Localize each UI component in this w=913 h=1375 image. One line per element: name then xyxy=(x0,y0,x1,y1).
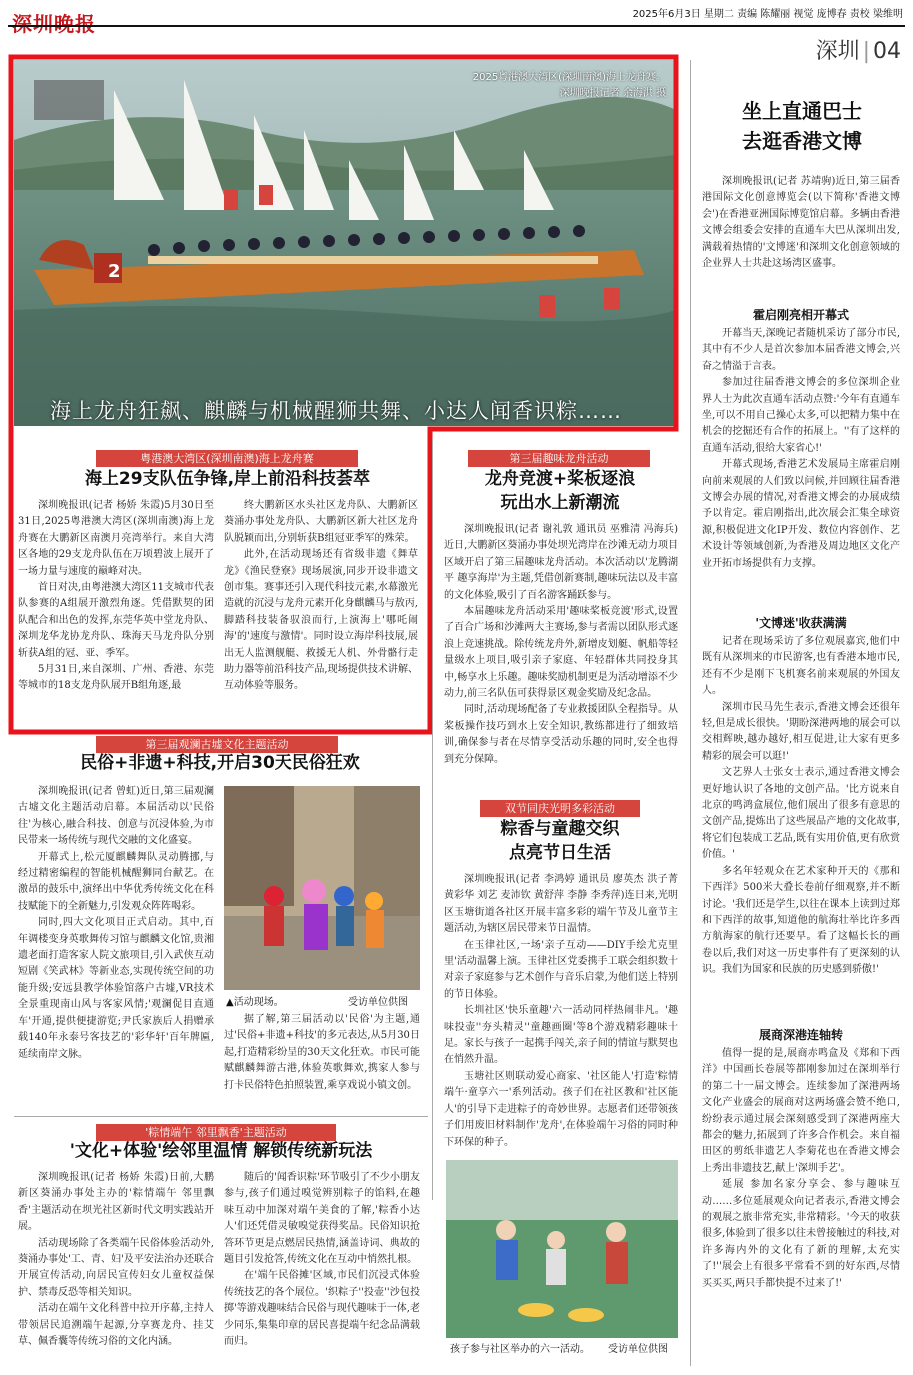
article3-photo-caption: ▲活动现场。 xyxy=(226,997,284,1008)
photo-caption-title: 2025粤港澳大湾区(深圳南澳)海上龙舟赛。 xyxy=(472,72,666,83)
article5-photo xyxy=(446,1160,678,1338)
sidebar-subhead-3: 展商深港连轴转 xyxy=(758,1028,843,1042)
article2-kicker: 第三届趣味龙舟活动 xyxy=(468,450,650,467)
lead-subheadline: 海上龙舟狂飙、麒麟与机械醒狮共舞、小达人闻香识粽…… xyxy=(50,399,622,423)
article1-column-2 xyxy=(224,498,418,695)
sidebar-section-3 xyxy=(702,1046,900,1292)
paragraph: 开幕当天,深晚记者随机采访了部分市民,其中有不少人是首次参加本届香港文博会,兴奋之情溢于言表。 xyxy=(702,328,900,372)
paragraph: 首日对决,由粤港澳大湾区11支城市代表队参赛的A组展开激烈角逐。凭借默契的团队配合和出色的发挥,东莞华英中堂龙舟队、深圳龙华龙协龙舟队、珠海天马龙舟队分别斩获A组的冠、亚、季军。 xyxy=(18,582,214,659)
paragraph: 文艺界人士张女士表示,通过香港文博会更好地认识了各地的文创产品。'比方说来自北京的鸣鸿盒展位,他们展出了很多有意思的文创产品,提炼出了这些展品产地的文化故事,将它们包装成工艺品,既有实用价值,更有欣赏价值。' xyxy=(702,767,900,861)
article3-headline: 民俗+非遗+科技,开启30天民俗狂欢 xyxy=(80,753,360,773)
paragraph: 同时,活动现场配备了专业救援团队全程指导。从桨板操作技巧到水上安全知识,教练都进行了细致培训,确保参与者在尽情享受活动乐趣的同时,安全也得到充分保障。 xyxy=(444,704,678,765)
paragraph: 深圳晚报讯(记者 曾虹)近日,第三届观澜古墟文化主题活动启幕。本届活动以'民俗往'为核心,融合科技、创意与沉浸体验,为市民带来一场传统与现代交融的文化盛宴。 xyxy=(18,786,214,847)
sidebar-subhead-1: 霍启刚亮相开幕式 xyxy=(752,308,849,322)
paragraph: 本届趣味龙舟活动采用'趣味桨板竞渡'形式,设置了百合广场和沙滩两大主赛场,参与者需以团队形式逐浪上竞速挑战。除传统龙舟外,新增皮划艇、帆船等轻量级水上项目,吸引亲子家庭、年轻群体共同投身其中,畅享水上乐趣。趣味奖励机制更是为活动增添不少动力,前三名队伍可获得景区观金奖励及纪念品。 xyxy=(444,606,678,700)
article5-photo-caption: 孩子参与社区举办的六一活动。 xyxy=(450,1344,590,1355)
section-divider xyxy=(14,1116,428,1117)
article3-kicker: 第三届观澜古墟文化主题活动 xyxy=(96,736,338,753)
paragraph: 值得一提的是,展商赤鸣盒及《郑和下西洋》中国画长卷展等都刚参加过在深圳举行的第二十一届文博会。连续参加了深港两场文化产业盛会的展商对这两场盛会赞不绝口,纷纷表示通过展会深刻感受到了深港两座大都会的魅力,拓展到了许多合作机会。来自福田区的剪纸非遗艺人李菊花也在香港文博会上秀出非遗技艺,献上'深圳手艺'。 xyxy=(702,1048,900,1174)
article3-column-1 xyxy=(18,784,214,1063)
paragraph: 深圳晚报讯(记者 苏靖驹)近日,第三届香港国际文化创意博览会(以下简称'香港文博会')在香港亚洲国际博览馆启幕。多辆由香港文博会组委会安排的直通车大巴从深圳出发,满载着热情的'文博迷'和深圳文化创意领域的企业界人士共赴这场湾区盛事。 xyxy=(702,176,900,270)
article2-headline-line1: 龙舟竞渡+桨板逐浪 xyxy=(484,469,636,489)
paragraph: 深圳晚报讯(记者 李鸿婷 通讯员 廖英杰 洪子菁 黄彩华 刘艺 麦沛钦 黄舒萍 李静 李秀萍)连日来,光明区玉塘街道各社区开展丰富多彩的端午节及儿童节主题活动,为辖区居民带来节日温情。 xyxy=(444,874,678,935)
paragraph: 延展 参加名家分享会、参与趣味互动……多位延展观众向记者表示,香港文博会的观展之旅非常充实,非常精彩。'今天的收获很多,体验到了很多以往未曾接触过的科技,对许多海内外的文化有了新的理解,太充实了!''展会上有很多平常看不到的好东西,尽情买买买,两只手都快提不过来了!' xyxy=(702,1179,900,1289)
paragraph: 在'端午民俗摊'区域,市民们沉浸式体验传统技艺的各个展位。'织粽子''投壶''沙包投掷'等游戏趣味结合民俗与现代趣味于一体,老少同乐,集集印章的居民喜提端午纪念品满载而归。 xyxy=(224,1270,420,1348)
article4-column-2 xyxy=(224,1170,420,1350)
paragraph: 5月31日,来自深圳、广州、香港、东莞等城市的18支龙舟队展开B组角逐,最 xyxy=(18,664,214,692)
article5-photo-credit: 受访单位供图 xyxy=(608,1344,668,1355)
paragraph: 开幕式现场,香港艺术发展局主席霍启刚向前来观展的人们致以问候,并回顾往届香港文博会办展的情况,对香港文博会的办展成绩予以肯定。霍启刚指出,此次展会汇集全球资源,积极促进文化IP开发、数位内容创作、艺术设计等领域创新,为香港及周边地区文化产业开拓市场提供有力支撑。 xyxy=(702,459,900,569)
article1-headline: 海上29支队伍争锋,岸上前沿科技荟萃 xyxy=(84,469,371,489)
paragraph: 此外,在活动现场还有省级非遗《舞草龙》《渔民登寮》现场展演,同步开设非遗文创市集。赛事还引入现代科技元素,水幕激光造就的沉浸与龙舟元素开化身麒麟马与敖丙,脚踏科技装备驭浪而行,上演海上'哪吒闹海'的'速度与激情'。同时设立海岸科技展,展出无人监测舰艇、救援无人机、外骨骼行走助力器等前沿科技产品,现场提供技术讲解、互动体验等服务。 xyxy=(224,549,418,692)
paragraph: 记者在现场采访了多位观展嘉宾,他们中既有从深圳来的市民游客,也有香港本地市民,还有不少是刚下飞机赛名前来观展的外国友人。 xyxy=(702,636,900,697)
paragraph: 活动现场除了各类端午民俗体验活动外,葵涌办事处'工、青、妇'及平安法治办还联合开展宣传活动,向居民宣传妇女儿童权益保护、禁毒反恐等相关知识。 xyxy=(18,1237,214,1298)
paragraph: 玉塘社区则联动爱心商家、'社区能人'打造'粽情端午·童享六一'系列活动。孩子们在社区教和'社区能人'的引导下走进粽子的奇妙世界。志愿者们还带领孩子们用废旧材料制作'龙舟',在体验端午习俗的同时种下环保的种子。 xyxy=(444,1070,678,1148)
article1-kicker: 粤港澳大湾区(深圳南澳)海上龙舟赛 xyxy=(96,450,358,467)
festival-scene-illustration xyxy=(224,786,420,990)
paragraph: 参加过往届香港文博会的多位深圳企业界人士为此次直通车活动点赞:'今年有直通车坐,可以不用自己操心太多,可以把精力集中在机会的挖掘还有合作的拓展上。''有了这样的直通车活动,很给大家省心!' xyxy=(702,377,900,454)
masthead-rule xyxy=(8,25,905,27)
paragraph: 深圳市民马先生表示,香港文博会还很年轻,但是成长很快。'期盼深港两地的展会可以交相辉映,越办越好,相互促进,让大家有更多精彩的展会可以逛!' xyxy=(702,701,900,762)
paragraph: 同时,四大文化项目正式启动。其中,百年调楼变身英歌舞传习馆与麒麟文化馆,贵湘遗老面打造客家人院文旅项目,引入武侠互动短剧《笑武林》等新业态,实现传统空间的功能升级;安远县教学体验馆落户古墟,VR技术全景重现南山风与客家风情;'观澜促目直通车'开通,提供便捷游览;尹氏家族后人捐赠承载140年永泰号客技艺的'彩华轩'百年牌匾,延续南岸文脉。 xyxy=(18,917,214,1060)
section-separator: | xyxy=(862,39,870,64)
article3-photo-credit: 受访单位供图 xyxy=(348,997,408,1008)
paragraph: 深圳晚报讯(记者 杨娇 朱霞)日前,大鹏新区葵涌办事处主办的'粽情端午 邻里飘香'主题活动在坝光社区新时代文明实践站开展。 xyxy=(18,1172,214,1233)
paragraph: 终大鹏新区水头社区龙舟队、大鹏新区葵涌办事处龙舟队、大鹏新区新大社区龙舟队脱颖而出,分别斩获B组冠亚季军的殊荣。 xyxy=(224,500,418,544)
sidebar-section-2 xyxy=(702,634,900,979)
column-divider xyxy=(432,440,433,1200)
article4-headline: '文化+体验'绘邻里温情 解锁传统新玩法 xyxy=(69,1141,373,1161)
boat-number: 2 xyxy=(108,261,121,282)
article2-body xyxy=(444,522,678,768)
article1-column-1 xyxy=(18,498,214,695)
paragraph: 开幕式上,松元厦麒麟舞队灵动腾挪,与经过精密编程的智能机械醒狮同台献艺。在激昂的鼓乐中,演绎出中华优秀传统文化在科技赋能下的全新魅力,引发观众阵阵喝彩。 xyxy=(18,851,214,912)
article2-headline-line2: 玩出水上新潮流 xyxy=(500,493,620,513)
paragraph: 多名年轻观众在艺术家种开天的《那和下西洋》500米大叠长卷前仔细观察,并不断讨论。'我们还是学生,以往在课本上读到过郑和下西洋的故事,知道他的航海壮举比许多西方航海家的航行还要早。看了这幅长长的画卷以后,我们对这一历史事件有了更深刻的认识。我们为国家和民族的历史感到骄傲!' xyxy=(702,865,900,976)
article5-body xyxy=(444,872,678,1151)
sidebar-headline xyxy=(698,96,906,156)
article4-kicker: '粽情端午 邻里飘香'主题活动 xyxy=(96,1124,336,1141)
newspaper-logo: 深圳晚报 xyxy=(12,12,96,36)
paragraph: 随后的'闻香识粽'环节吸引了不少小朋友参与,孩子们通过嗅觉辨别粽子的馅料,在趣味互动中加深对端午美食的了解,'粽香小达人'们还凭借灵敏嗅觉获得奖品。民俗知识抢答环节更是点燃居民热情,涵盖诗词、典故的题目引发抢答,传统文化在互动中悄然扎根。 xyxy=(224,1172,420,1266)
sidebar-divider xyxy=(690,60,691,1366)
children-activity-illustration xyxy=(446,1160,678,1338)
section-label xyxy=(816,34,901,65)
article5-kicker: 双节同庆光明多彩活动 xyxy=(480,800,640,817)
sidebar-headline-line2: 去逛香港文博 xyxy=(742,129,862,153)
article5-headline-line1: 粽香与童趣交织 xyxy=(500,819,620,839)
sidebar-subhead-2: '文博迷'收获满满 xyxy=(755,616,847,630)
article3-column-2 xyxy=(224,1012,420,1094)
sidebar-headline-line1: 坐上直通巴士 xyxy=(742,99,862,123)
dateline: 2025年6月3日 星期二 责编 陈耀丽 视觉 庞博春 责校 梁维明 xyxy=(632,9,903,20)
photo-credit: 深圳晚报记者 余海洪 摄 xyxy=(559,88,666,99)
paragraph: 深圳晚报讯(记者 谢礼敦 通讯员 巫雅清 冯海兵)近日,大鹏新区葵涌办事处坝光湾岸在沙滩无动力项目区域开启了第三届趣味龙舟活动。本次活动以'龙腾湖平 趣享海岸'为主题,凭借创新赛制,趣味玩法以及丰富的文化体验,吸引了百名游客踊跃参与。 xyxy=(444,524,678,601)
paragraph: 活动在端午文化科普中拉开序幕,主持人带领居民追溯端午起源,分享赛龙舟、挂艾草、佩香囊等传统习俗的文化内涵。 xyxy=(18,1303,214,1348)
paragraph: 长圳社区'快乐童趣'六一活动同样热闹非凡。'趣味投壶''夯头精灵''童趣画圈'等8个游戏精彩趣味十足。家长与孩子一起携手闯关,亲子间的情谊与默契也在悄然升温。 xyxy=(444,1005,678,1066)
sidebar-section-1 xyxy=(702,326,900,572)
article3-photo xyxy=(224,786,420,990)
masthead xyxy=(0,0,913,34)
paragraph: 深圳晚报讯(记者 杨娇 朱霞)5月30日至31日,2025粤港澳大湾区(深圳南澳)海上龙舟赛在大鹏新区南澳月亮湾举行。来自大湾区各地的29支龙舟队伍在万顷碧波上展开了一场力量与速度的巅峰对决。 xyxy=(18,500,214,577)
article5-headline-line2: 点亮节日生活 xyxy=(509,843,611,863)
paragraph: 在玉律社区,一场'亲子互动——DIY手绘尤克里里'活动温馨上演。玉律社区党委携手工联会组织数十对亲子家庭参与艺术创作与音乐启蒙,为他们送上特别的节日体验。 xyxy=(444,939,678,1000)
paragraph: 据了解,第三届活动以'民俗'为主题,通过'民俗+非遗+科技'的多元表达,从5月30日起,打造精彩纷呈的30天文化狂欢。市民可能赋麒麟舞游古港,体验英歌舞欢,携家人参与打卡民俗特色拍照装置,乘享戏说小镇文创。 xyxy=(224,1014,420,1091)
section-name: 深圳 xyxy=(815,39,860,64)
article4-column-1 xyxy=(18,1170,214,1350)
sidebar-intro xyxy=(702,174,900,272)
page-number: 04 xyxy=(873,39,901,64)
